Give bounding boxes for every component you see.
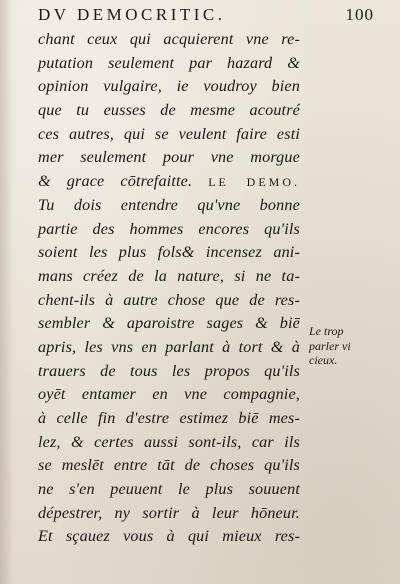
text-line: chent-ils à autre chose que de res- [38, 290, 300, 309]
text-line: Et sçauez vous à qui mieux res- [38, 527, 300, 546]
text-line: Tu dois entendre qu'vne bonne [38, 195, 300, 214]
text-line: lez, & certes aussi sont-ils, car ils [38, 432, 300, 451]
text-line: que tu eusses de mesme acoutré [38, 101, 300, 120]
text-line-with-speaker [38, 170, 300, 194]
running-title: DV DEMOCRITIC. [38, 5, 226, 24]
text-line: putation seulement par hazard & [38, 53, 300, 72]
margin-note-line: Le trop [309, 324, 344, 338]
text-line: soient les plus fols& incensez ani- [38, 243, 300, 262]
speaker-label: LE DEMO. [208, 175, 300, 190]
text-line: sembler & aparoistre sages & biē [38, 314, 300, 333]
gutter-shadow [0, 0, 14, 584]
text-line: mans créez de la nature, si ne ta- [38, 266, 300, 285]
text-line: dépestrer, ny sortir à leur hōneur. [38, 503, 300, 522]
text-line: ces autres, qui se veulent faire esti [38, 124, 300, 143]
margin-note [309, 324, 369, 368]
margin-note-line: parler vi [309, 338, 351, 353]
body-text [38, 28, 300, 549]
text-line: & grace cōtrefaitte. [38, 172, 193, 191]
text-line: trauers de tous les propos qu'ils [38, 361, 300, 380]
text-line: ne s'en peuuent le plus souuent [38, 480, 300, 499]
text-line: chant ceux qui acquierent vne re- [38, 30, 300, 48]
running-head [38, 4, 376, 28]
text-line: se meslēt entre tāt de choses qu'ils [38, 456, 300, 475]
page-number: 100 [345, 5, 374, 24]
text-line: mer seulement pour vne morgue [38, 148, 300, 167]
margin-note-line: cieux. [309, 353, 338, 367]
text-line: oyēt entamer en vne compagnie, [38, 385, 300, 404]
text-line: apris, les vns en parlant à tort & à [38, 337, 300, 356]
text-line: opinion vulgaire, ie voudroy bien [38, 77, 300, 96]
text-line: partie des hommes encores qu'ils [38, 219, 300, 238]
text-line: à celle fin d'estre estimez biē mes- [38, 409, 300, 427]
